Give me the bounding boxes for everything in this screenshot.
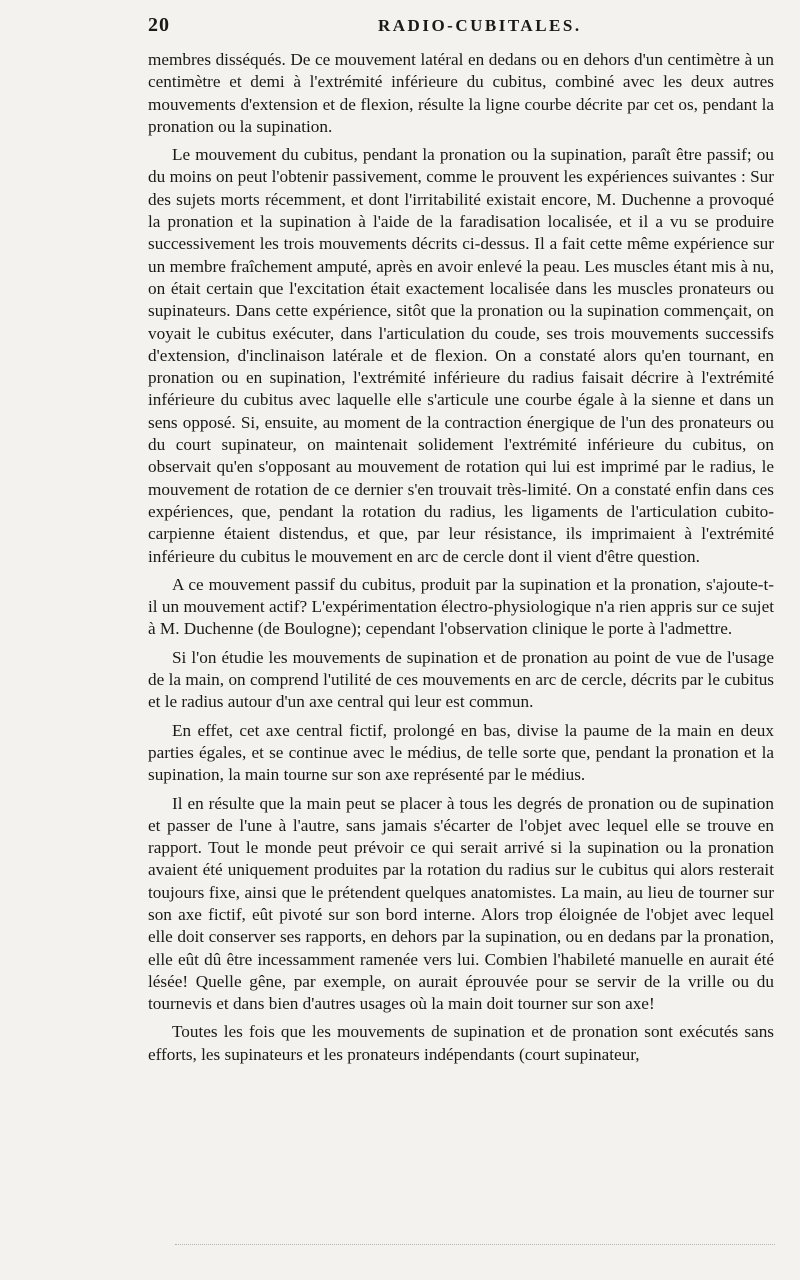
body-text xyxy=(148,49,774,1066)
paragraph-7: Toutes les fois que les mouvements de supination et de pronation sont exécutés sans efforts, les supinateurs et les pronateurs indépendants (court supinateur, xyxy=(148,1022,774,1064)
running-head xyxy=(148,14,774,48)
paragraph-4: Si l'on étudie les mouvements de supination et de pronation au point de vue de l'usage de la main, on comprend l'utilité de ces mouvements en arc de cercle, décrits par le cubitus et le radius autour d'un axe central qui leur est commun. xyxy=(148,647,774,712)
paragraph-5: En effet, cet axe central fictif, prolongé en bas, divise la paume de la main en deux parties égales, et se continue avec le médius, de telle sorte que, pendant la pronation et la supination, la main tourne sur son axe représenté par le médius. xyxy=(148,720,774,785)
running-title: RADIO-CUBITALES. xyxy=(378,16,582,35)
page-number: 20 xyxy=(148,14,170,36)
paragraph-6: Il en résulte que la main peut se placer à tous les degrés de pronation ou de supination et passer de l'une à l'autre, sans jamais s'écarter de l'objet avec lequel elle se trouve en rapport. Tout le monde peut prévoir ce qui serait arrivé si la supination ou la pronation avaient été uniquement produites par la rotation du radius sur le cubitus qui alors resterait toujours fixe, ainsi que le prétendent quelques anatomistes. La main, au lieu de tourner sur son axe fictif, eût pivoté sur son bord interne. Alors trop éloignée de l'objet avec lequel elle doit conserver ses rapports, en dehors par la supination, ou en dedans par la pronation, elle eût dû être incessamment ramenée vers lui. Combien l'habileté manuelle en aurait été lésée! Quelle gêne, par exemple, on aurait éprouvée pour se servir de la vrille ou du tournevis et dans bien d'autres usages où la main doit tourner sur son axe! xyxy=(148,793,774,1014)
paragraph-2: Le mouvement du cubitus, pendant la pronation ou la supination, paraît être passif; ou du moins on peut l'obtenir passivement, comme le prouvent les expériences suivantes : Sur des sujets morts récemment, et dont l'irritabilité existait encore, M. Duchenne a provoqué la pronation et la supination à l'aide de la faradisation localisée, et il a vu se produire successivement les trois mouvements décrits ci-dessus. Il a fait cette même expérience sur un membre fraîchement amputé, après en avoir enlevé la peau. Les muscles étant mis à nu, on était certain que l'excitation était exactement localisée dans les muscles pronateurs ou supinateurs. Dans cette expérience, sitôt que la pronation ou la supination commençait, on voyait le cubitus exécuter, dans l'articulation du coude, ses trois mouvements successifs d'extension, d'inclinaison latérale et de flexion. On a constaté alors qu'en tournant, en pronation ou en supination, l'extrémité inférieure du radius faisait décrire à l'extrémité inférieure du cubitus avec laquelle elle s'articule une courbe égale à la sienne et dans un sens opposé. Si, ensuite, au moment de la contraction énergique de l'un des pronateurs ou du court supinateur, on maintenait solidement l'extrémité inférieure du cubitus, on observait qu'en s'opposant au mouvement de rotation qui lui est imprimé par le radius, le mouvement de rotation de ce dernier s'en trouvait très-limité. On a constaté enfin dans ces expériences, que, pendant la rotation du radius, les ligaments de l'articulation cubito-carpienne étaient distendus, et que, par leur résistance, ils imprimaient à l'extrémité inférieure du cubitus le mouvement en arc de cercle dont il vient d'être question. xyxy=(148,145,774,566)
footer-rule xyxy=(175,1244,775,1245)
paragraph-3: A ce mouvement passif du cubitus, produit par la supination et la pronation, s'ajoute-t-il un mouvement actif? L'expérimentation électro-physiologique n'a rien appris sur ce sujet à M. Duchenne (de Boulogne); cependant l'observation clinique le porte à l'admettre. xyxy=(148,574,774,639)
paragraph-1: membres disséqués. De ce mouvement latéral en dedans ou en dehors d'un centimètre à un centimètre et demi à l'extrémité inférieure du cubitus, combiné avec les deux autres mouvements d'extension et de flexion, résulte la ligne courbe décrite par cet os, pendant la pronation ou la supination. xyxy=(148,50,774,136)
